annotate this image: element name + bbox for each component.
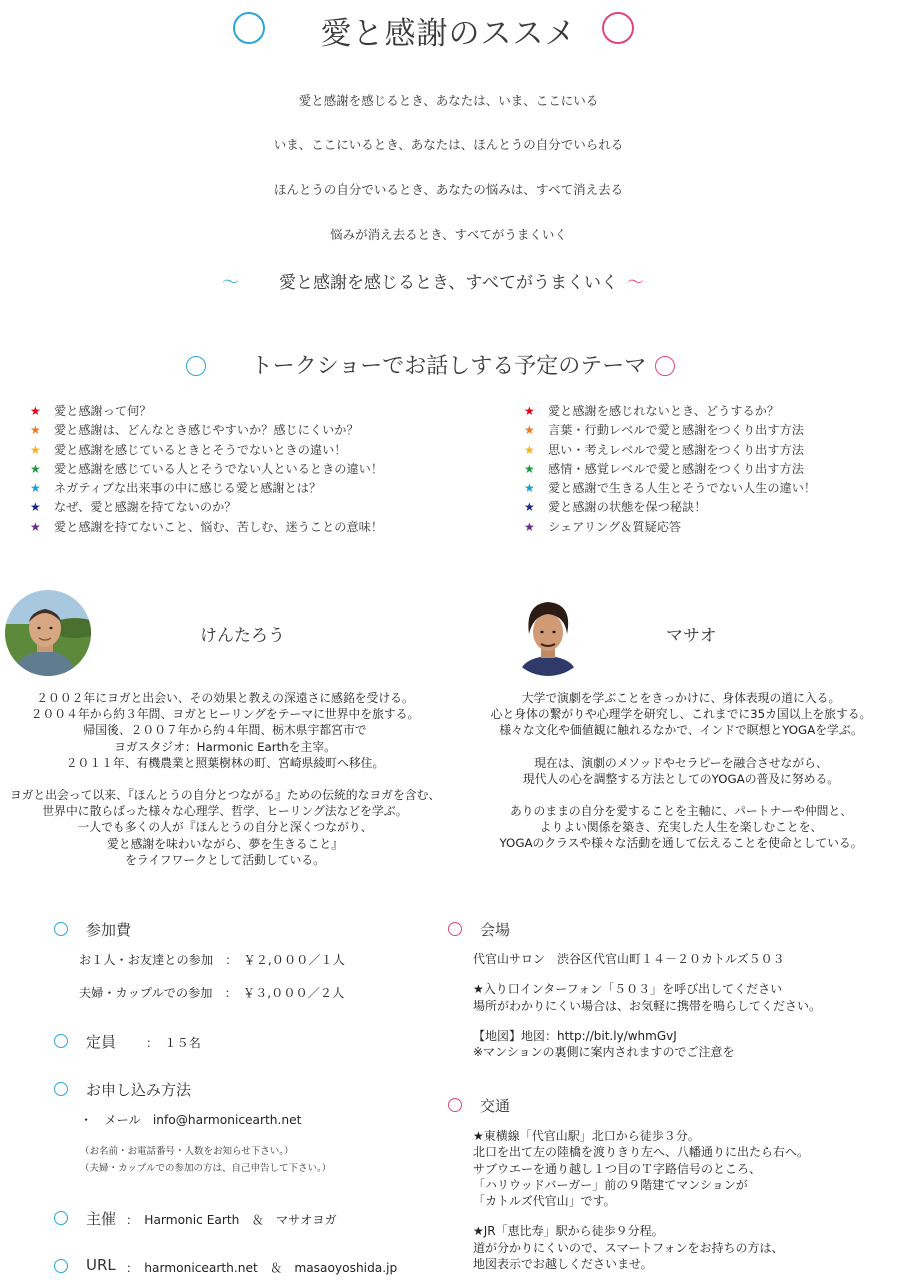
pink-circle-icon xyxy=(602,12,634,44)
pink-circle-icon xyxy=(448,922,462,936)
star-icon: ★ xyxy=(30,481,41,496)
poem-line: ほんとうの自分でいるとき、あなたの悩みは、すべて消え去る xyxy=(273,182,624,197)
blue-circle-icon xyxy=(54,922,68,936)
star-icon: ★ xyxy=(524,404,535,418)
apply-mail: ・ メール info@harmonicearth.net xyxy=(80,1113,302,1127)
theme-item: ★ なぜ、愛と感謝を持てないのか？ xyxy=(30,498,383,517)
access-label: 交通 xyxy=(480,1097,511,1115)
star-icon: ★ xyxy=(30,442,41,457)
tilde-right: ～ xyxy=(627,273,644,293)
apply-note: （夫婦・カップルでの参加の方は、自己申告して下さい。） xyxy=(80,1163,332,1174)
fee-single: お１人・お友達との参加 ： ￥２,０００／１人 xyxy=(79,953,345,967)
themes-title: トークショーでお話しする予定のテーマ xyxy=(250,354,647,379)
poem-emphasis: 愛と感謝を感じるとき、すべてがうまくいく xyxy=(279,273,618,293)
blue-circle-icon xyxy=(54,1082,68,1096)
url-value: ： harmonicearth.net ＆ masaoyoshida.jp xyxy=(126,1261,398,1275)
avatar-kentarou xyxy=(5,590,91,676)
apply-note: （お名前・お電話番号・人数をお知らせ下さい。） xyxy=(80,1146,294,1157)
poem-line: いま、ここにいるとき、あなたは、ほんとうの自分でいられる xyxy=(273,137,624,152)
fee-label: 参加費 xyxy=(86,921,132,939)
speaker-name: けんたろう xyxy=(200,626,285,646)
host-label: 主催 xyxy=(86,1210,117,1228)
theme-item: ★ ネガティブな出来事の中に感じる愛と感謝とは？ xyxy=(30,479,383,498)
theme-item: ★ 愛と感謝を持てないこと、悩む、苦しむ、迷うことの意味！ xyxy=(30,518,383,537)
pink-circle-icon xyxy=(655,356,675,376)
star-icon: ★ xyxy=(524,519,535,534)
star-icon: ★ xyxy=(524,461,535,476)
star-icon: ★ xyxy=(524,481,535,496)
poem-line: 愛と感謝を感じるとき、あなたは、いま、ここにいる xyxy=(298,93,599,108)
capacity-value: ： １５名 xyxy=(146,1036,201,1050)
url-label: URL xyxy=(86,1256,116,1274)
venue-label: 会場 xyxy=(480,921,511,939)
theme-item: ★ 愛と感謝を感じれないとき、どうするか？ xyxy=(524,402,816,421)
theme-item: ★ 愛と感謝を感じているときとそうでないときの違い！ xyxy=(30,441,383,460)
pink-circle-icon xyxy=(448,1098,462,1112)
avatar-masao xyxy=(505,590,591,676)
host-value: ： Harmonic Earth ＆ マサオヨガ xyxy=(126,1213,337,1227)
access-details: ★東横線「代官山駅」北口から徒歩３分。 北口を出て左の陸橋を渡りきり左へ、八幡通りに出たら右へ。 サブウエーを通り越し１つ目のＴ字路信号のところ、 「ハリウッドバーガー」前の９階建てマンションが 「カトルズ代官山」です。 ★JR「恵比寿」駅から徒歩９分程。 道が分かりにくいので、スマートフォンをお持ちの方は、 地図表示でお越しくださいませ。 xyxy=(473,1129,810,1272)
theme-item: ★ 愛と感謝を感じている人とそうでない人といるときの違い！ xyxy=(30,460,383,479)
star-icon: ★ xyxy=(30,423,41,438)
star-icon: ★ xyxy=(524,423,535,438)
theme-item: ★ 思い・考えレベルで愛と感謝をつくり出す方法 xyxy=(524,441,816,460)
speaker-bio: ２００２年にヨガと出会い、その効果と教えの深遠さに感銘を受ける。 ２００４年から約３年間、ヨガとヒーリングをテーマに世界中を旅する。 帰国後、２００７年から約４年間、栃木県宇都宮市で ヨガスタジオ：Harmonic Earthを主宰。 ２０１１年、有機農業と照葉樹林の町、宮崎県綾町へ移住。 ヨガと出会って以来、『ほんとうの自分とつながる』ための伝統的なヨガを含む、 世界中に散らばった様々な心理学、哲学、ヒーリング法などを学ぶ。 一人でも多くの人が『ほんとうの自分と深くつながり、 愛と感謝を味わいながら、夢を生きること』 をライフワークとして活動している。 xyxy=(9,691,441,867)
star-icon: ★ xyxy=(524,442,535,457)
fee-couple: 夫婦・カップルでの参加 ： ￥３,０００／２人 xyxy=(79,986,345,1000)
blue-circle-icon xyxy=(54,1211,68,1225)
star-icon: ★ xyxy=(30,519,41,534)
blue-circle-icon xyxy=(54,1034,68,1048)
themes-right-list xyxy=(524,402,816,537)
theme-item: ★ 愛と感謝って何？ xyxy=(30,402,383,421)
apply-label: お申し込み方法 xyxy=(86,1081,192,1099)
blue-circle-icon xyxy=(54,1259,68,1273)
theme-item: ★ 感情・感覚レベルで愛と感謝をつくり出す方法 xyxy=(524,460,816,479)
themes-left-list xyxy=(30,402,383,537)
theme-item: ★ 愛と感謝で生きる人生とそうでない人生の違い！ xyxy=(524,479,816,498)
speaker-name: マサオ xyxy=(666,626,717,646)
star-icon: ★ xyxy=(30,404,41,418)
speaker-bio: 大学で演劇を学ぶことをきっかけに、身体表現の道に入る。 心と身体の繋がりや心理学を研究し、これまでに35カ国以上を旅する。 様々な文化や価値観に触れるなかで、インドで瞑想とYOGAを学ぶ。 現在は、演劇のメソッドやセラピーを融合させながら、 現代人の心を調整する方法としてのYOGAの普及に努める。 ありのままの自分を愛することを主軸に、パートナーや仲間と、 よりよい関係を築き、充実した人生を楽しむことを、 YOGAのクラスや様々な活動を通して伝えることを使命としている。 xyxy=(490,691,872,851)
venue-details: 代官山サロン 渋谷区代官山町１４－２０カトルズ５０３ ★入り口インターフォン「５０３」を呼び出してください 場所がわかりにくい場合は、お気軽に携帯を鳴らしてください。 【地図】地図：http://bit.ly/whmGvJ ※マンションの裏側に案内されますのでご注意を xyxy=(473,952,822,1060)
theme-item: ★ 愛と感謝は、どんなとき感じやすいか？感じにくいか？ xyxy=(30,421,383,440)
theme-item: ★ 愛と感謝の状態を保つ秘訣！ xyxy=(524,498,816,517)
capacity-label: 定員 xyxy=(86,1033,117,1051)
star-icon: ★ xyxy=(30,461,41,476)
theme-item: ★ 言葉・行動レベルで愛と感謝をつくり出す方法 xyxy=(524,421,816,440)
star-icon: ★ xyxy=(524,500,535,515)
tilde-left: ～ xyxy=(222,273,239,293)
page-title: 愛と感謝のススメ xyxy=(320,16,577,52)
poem-line: 悩みが消え去るとき、すべてがうまくいく xyxy=(330,227,567,242)
theme-item: ★ シェアリング＆質疑応答 xyxy=(524,518,816,537)
star-icon: ★ xyxy=(30,500,41,515)
